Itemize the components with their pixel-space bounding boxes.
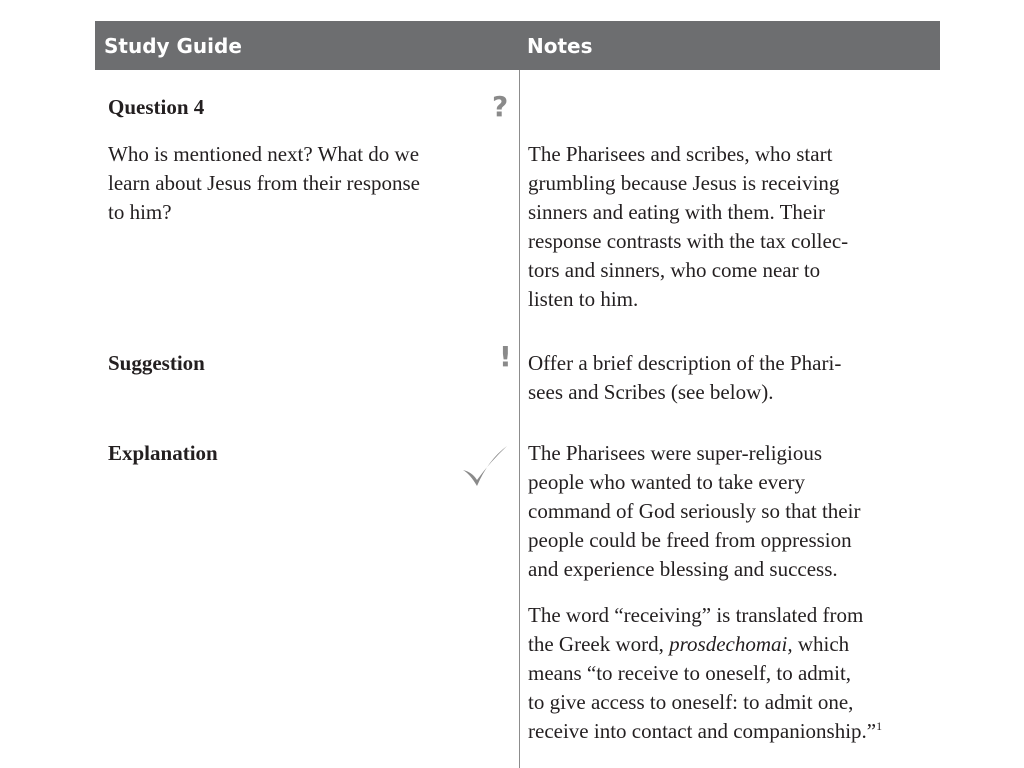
question-line: to him? bbox=[108, 200, 172, 224]
column-divider bbox=[519, 70, 520, 768]
question-text bbox=[108, 140, 508, 227]
question-line: learn about Jesus from their response bbox=[108, 171, 420, 195]
explanation-para-2 bbox=[528, 601, 938, 746]
notes-line: to give access to oneself: to admit one, bbox=[528, 690, 854, 714]
notes-line: people could be freed from oppression bbox=[528, 528, 852, 552]
suggestion-label: Suggestion bbox=[108, 351, 205, 375]
notes-text: the Greek word, bbox=[528, 632, 670, 656]
notes-line bbox=[528, 630, 938, 659]
greek-word: prosdechomai, bbox=[669, 632, 793, 656]
notes-line: The Pharisees were super-religious bbox=[528, 441, 823, 465]
checkmark-icon bbox=[460, 444, 510, 490]
notes-line: means “to receive to oneself, to admit, bbox=[528, 661, 852, 685]
suggestion-notes bbox=[528, 349, 938, 407]
footnote-marker[interactable]: 1 bbox=[876, 719, 883, 733]
question-label: Question 4 bbox=[108, 95, 205, 119]
notes-line: tors and sinners, who come near to bbox=[528, 258, 821, 282]
notes-heading: Notes bbox=[527, 34, 593, 58]
notes-line: sinners and eating with them. Their bbox=[528, 200, 826, 224]
notes-line: command of God seriously so that their bbox=[528, 499, 861, 523]
notes-text: receive into contact and companionship.” bbox=[528, 719, 877, 743]
question-line: Who is mentioned next? What do we bbox=[108, 142, 420, 166]
study-guide-heading: Study Guide bbox=[104, 34, 242, 58]
notes-line: listen to him. bbox=[528, 287, 639, 311]
exclamation-icon: ! bbox=[499, 340, 512, 373]
notes-line: response contrasts with the tax collec- bbox=[528, 229, 849, 253]
explanation-label: Explanation bbox=[108, 441, 218, 465]
notes-line: Offer a brief description of the Phari- bbox=[528, 351, 842, 375]
notes-line: sees and Scribes (see below). bbox=[528, 380, 774, 404]
question-notes bbox=[528, 140, 938, 314]
explanation-para-1 bbox=[528, 439, 938, 584]
notes-text: which bbox=[792, 632, 850, 656]
notes-line: and experience blessing and success. bbox=[528, 557, 838, 581]
notes-line: people who wanted to take every bbox=[528, 470, 805, 494]
notes-line: The Pharisees and scribes, who start bbox=[528, 142, 833, 166]
notes-line bbox=[528, 717, 938, 746]
notes-line: grumbling because Jesus is receiving bbox=[528, 171, 840, 195]
notes-line: The word “receiving” is translated from bbox=[528, 603, 864, 627]
question-mark-icon: ? bbox=[492, 90, 509, 123]
table-header bbox=[95, 21, 940, 70]
